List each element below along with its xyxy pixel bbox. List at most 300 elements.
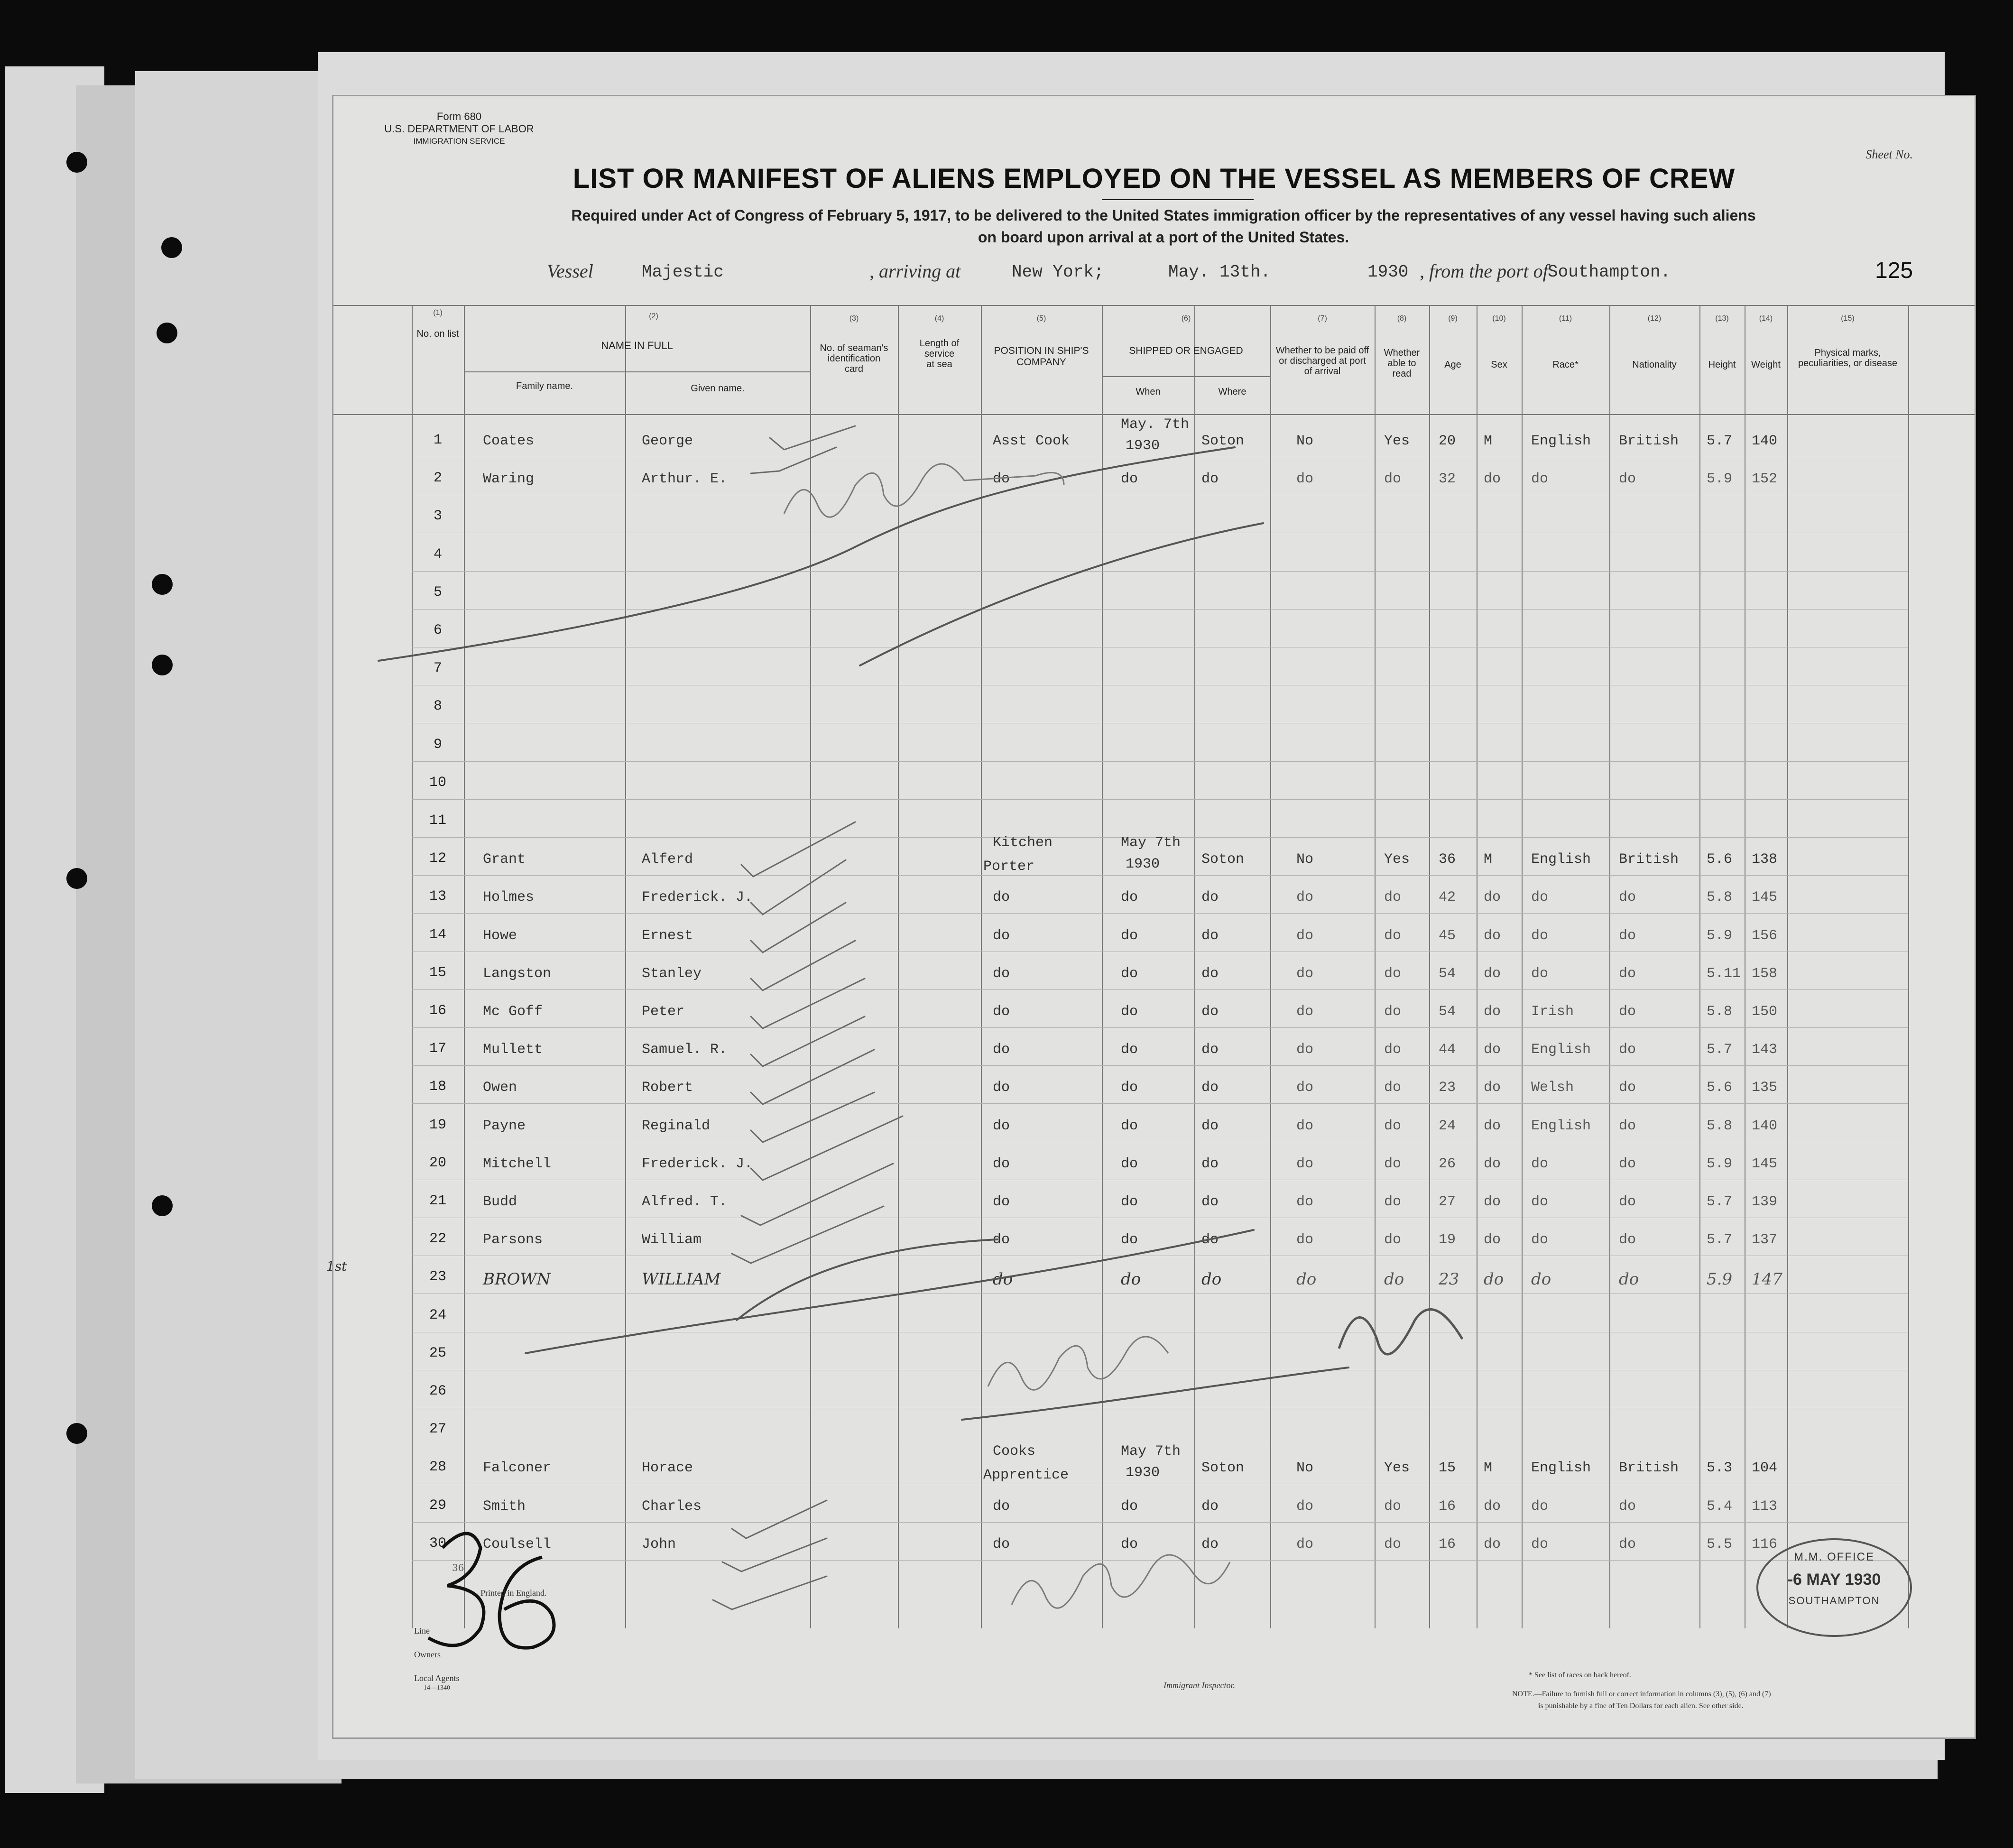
row-number: 3 (433, 508, 442, 525)
weight: 116 (1752, 1536, 1778, 1552)
nationality: do (1619, 927, 1636, 944)
paid-off: do (1296, 1080, 1314, 1096)
arrival-year: 1930 (1367, 262, 1409, 282)
able-to-read: do (1384, 1498, 1402, 1515)
age: 42 (1439, 889, 1456, 906)
punch-hole (152, 655, 173, 675)
given-name: William (642, 1232, 702, 1248)
family-name: Holmes (483, 889, 535, 906)
inspector-signature (988, 1337, 1168, 1390)
shipped-when: do (1121, 1232, 1138, 1248)
header-height: Height (1708, 360, 1736, 370)
row-number: 10 (429, 774, 446, 791)
row-number: 2 (433, 470, 442, 487)
height: 5.8 (1707, 1004, 1733, 1020)
paid-off: do (1296, 1270, 1317, 1289)
race: do (1531, 471, 1549, 488)
age: 19 (1439, 1232, 1456, 1248)
able-to-read: do (1384, 1042, 1402, 1058)
race: English (1531, 1460, 1591, 1477)
punch-hole (66, 152, 87, 173)
punch-hole (157, 323, 177, 343)
shipped-where: do (1201, 889, 1219, 906)
sex: do (1484, 965, 1501, 982)
cancel-stroke (737, 1239, 997, 1320)
header-age: Age (1444, 360, 1461, 370)
weight: 147 (1752, 1270, 1782, 1289)
nationality: do (1619, 1042, 1636, 1058)
subtitle-line-1: Required under Act of Congress of February 5, 1917, to be delivered to the United States immigration officer by the representatives of any vessel having such aliens (571, 207, 1756, 224)
age: 24 (1439, 1118, 1456, 1134)
nationality: do (1619, 1232, 1636, 1248)
position: do (993, 1118, 1010, 1134)
nationality: do (1619, 1080, 1636, 1096)
punch-hole (152, 1195, 173, 1216)
footer-inspector: Immigrant Inspector. (1163, 1681, 1235, 1690)
race: do (1531, 1536, 1549, 1552)
race: do (1531, 1270, 1551, 1289)
sex: do (1484, 1080, 1501, 1096)
family-name: Coulsell (483, 1536, 552, 1552)
punch-hole (66, 1423, 87, 1444)
position-line-2: Porter (983, 859, 1035, 875)
cancel-stroke (860, 523, 1263, 665)
row-number: 11 (429, 813, 446, 829)
nationality: do (1619, 965, 1636, 982)
row-number: 8 (433, 698, 442, 715)
row-number: 12 (429, 850, 446, 867)
family-name: Grant (483, 851, 526, 868)
weight: 145 (1752, 1155, 1778, 1172)
shipped-where: Soton (1201, 851, 1245, 868)
check-mark (751, 860, 846, 915)
paid-off: do (1296, 1004, 1314, 1020)
header-able-to-read: Whether able to read (1384, 348, 1420, 379)
shipped-when-year: 1930 (1126, 438, 1160, 454)
check-mark (751, 979, 865, 1028)
header-when: When (1136, 387, 1161, 397)
given-name: Alfred. T. (642, 1194, 728, 1210)
row-number: 4 (433, 546, 442, 563)
nationality: British (1619, 1460, 1679, 1477)
check-mark (722, 1538, 827, 1571)
row-number: 14 (429, 926, 446, 943)
nationality: British (1619, 851, 1679, 868)
footer-printed: Printed in England. (480, 1588, 547, 1598)
shipped-when: do (1121, 965, 1138, 982)
given-name: Peter (642, 1004, 685, 1020)
check-mark (751, 903, 846, 952)
shipped-where: do (1201, 1042, 1219, 1058)
shipped-when: do (1121, 1536, 1138, 1552)
sex: do (1484, 1498, 1501, 1515)
header-sex: Sex (1491, 360, 1507, 370)
sex: do (1484, 1270, 1504, 1289)
race: Welsh (1531, 1080, 1574, 1096)
age: 45 (1439, 927, 1456, 944)
header-physical-marks: Physical marks, peculiarities, or disease (1798, 348, 1897, 369)
footer-agents-code: 14—1340 (424, 1684, 450, 1691)
shipped-where: do (1201, 1536, 1219, 1552)
margin-note-first: 1st (326, 1258, 347, 1274)
position: do (993, 1004, 1010, 1020)
given-name: Frederick. J. (642, 1155, 753, 1172)
able-to-read: do (1384, 1118, 1402, 1134)
shipped-when: May 7th (1121, 835, 1181, 851)
given-name: WILLIAM (642, 1270, 721, 1289)
row-number: 25 (429, 1345, 446, 1361)
header-family-name: Family name. (516, 381, 573, 391)
nationality: do (1619, 471, 1636, 488)
header-no-on-list: No. on list (416, 329, 459, 339)
position: do (993, 965, 1010, 982)
form-department: U.S. DEPARTMENT OF LABOR (384, 123, 534, 135)
able-to-read: do (1384, 1536, 1402, 1552)
paid-off: do (1296, 1042, 1314, 1058)
shipped-when: do (1121, 1194, 1138, 1210)
row-number: 22 (429, 1231, 446, 1247)
row-number: 21 (429, 1193, 446, 1209)
shipped-where: do (1201, 965, 1219, 982)
nationality: do (1619, 1155, 1636, 1172)
height: 5.7 (1707, 1194, 1733, 1210)
position: do (993, 1270, 1013, 1289)
shipped-where: do (1201, 1498, 1219, 1515)
col-number: (6) (1181, 314, 1191, 323)
nationality: do (1619, 1118, 1636, 1134)
family-name: Payne (483, 1118, 526, 1134)
col-number: (4) (934, 314, 944, 323)
shipped-when: do (1121, 1270, 1141, 1289)
shipped-where: do (1201, 927, 1219, 944)
given-name: Arthur. E. (642, 471, 728, 488)
paid-off: do (1296, 1536, 1314, 1552)
able-to-read: do (1384, 1232, 1402, 1248)
sex: do (1484, 1155, 1501, 1172)
nationality: British (1619, 433, 1679, 449)
race: English (1531, 1042, 1591, 1058)
col-number: (14) (1759, 314, 1773, 323)
punch-hole (161, 237, 182, 258)
height: 5.8 (1707, 889, 1733, 906)
shipped-when: do (1121, 1498, 1138, 1515)
footer-note-1: NOTE.—Failure to furnish full or correct information in columns (3), (5), (6) and (7) (1512, 1690, 1771, 1698)
row-number: 5 (433, 584, 442, 601)
shipped-when: May 7th (1121, 1443, 1181, 1460)
able-to-read: do (1384, 471, 1402, 488)
sex: do (1484, 1118, 1501, 1134)
family-name: Smith (483, 1498, 526, 1515)
given-name: Samuel. R. (642, 1042, 728, 1058)
given-name: Robert (642, 1080, 693, 1096)
inspector-signature (1012, 1555, 1230, 1608)
sex: M (1484, 851, 1493, 868)
nationality: do (1619, 889, 1636, 906)
cancel-stroke (379, 447, 1235, 661)
stamp-bottom: SOUTHAMPTON (1788, 1595, 1880, 1607)
age: 32 (1439, 471, 1456, 488)
arriving-label: , arriving at (869, 260, 961, 282)
paid-off: do (1296, 965, 1314, 982)
header-shipped-engaged: SHIPPED OR ENGAGED (1129, 345, 1243, 356)
sex: do (1484, 1004, 1501, 1020)
race: do (1531, 1155, 1549, 1172)
weight: 145 (1752, 889, 1778, 906)
able-to-read: do (1384, 965, 1402, 982)
weight: 158 (1752, 965, 1778, 982)
height: 5.9 (1707, 1155, 1733, 1172)
weight: 143 (1752, 1042, 1778, 1058)
height: 5.9 (1707, 471, 1733, 488)
check-mark (751, 941, 855, 990)
family-name: Coates (483, 433, 535, 449)
height: 5.7 (1707, 1232, 1733, 1248)
family-name: BROWN (483, 1270, 551, 1289)
header-weight: Weight (1751, 360, 1781, 370)
race: do (1531, 889, 1549, 906)
row-number: 9 (433, 736, 442, 753)
row-number: 23 (429, 1269, 446, 1285)
check-mark (751, 1016, 865, 1066)
family-name: Howe (483, 927, 517, 944)
header-name-in-full: NAME IN FULL (601, 340, 673, 351)
shipped-where: do (1201, 1232, 1219, 1248)
sex: M (1484, 433, 1493, 449)
height: 5.8 (1707, 1118, 1733, 1134)
position-line-2: Apprentice (983, 1467, 1069, 1484)
shipped-when: do (1121, 471, 1138, 488)
footer-note-2: is punishable by a fine of Ten Dollars for each alien. See other side. (1538, 1702, 1744, 1710)
nationality: do (1619, 1194, 1636, 1210)
header-nationality: Nationality (1632, 360, 1677, 370)
row-number: 15 (429, 964, 446, 981)
row-number: 27 (429, 1421, 446, 1438)
sex: do (1484, 1536, 1501, 1552)
check-mark (741, 822, 855, 877)
vessel-name: Majestic (642, 262, 724, 282)
punch-hole (66, 868, 87, 889)
weight: 137 (1752, 1232, 1778, 1248)
header-position: POSITION IN SHIP'S COMPANY (994, 345, 1089, 368)
col-number: (5) (1036, 314, 1046, 323)
weight: 140 (1752, 1118, 1778, 1134)
from-port-label: , from the port of (1420, 260, 1548, 282)
stamp-date: -6 MAY 1930 (1787, 1571, 1881, 1589)
able-to-read: Yes (1384, 433, 1410, 449)
form-number: Form 680 (436, 111, 482, 122)
check-mark (751, 1116, 903, 1180)
manifest-sheet (326, 95, 1976, 1739)
row-number: 19 (429, 1117, 446, 1133)
weight: 138 (1752, 851, 1778, 868)
header-given-name: Given name. (691, 383, 745, 394)
paid-off: do (1296, 889, 1314, 906)
weight: 140 (1752, 433, 1778, 449)
header-id-card: No. of seaman's identification card (820, 343, 888, 374)
footer-owners: Owners (414, 1650, 441, 1659)
position: do (993, 1232, 1010, 1248)
paid-off: do (1296, 927, 1314, 944)
able-to-read: Yes (1384, 1460, 1410, 1477)
shipped-where: do (1201, 1194, 1219, 1210)
race: English (1531, 1118, 1591, 1134)
race: do (1531, 1232, 1549, 1248)
race: Irish (1531, 1004, 1574, 1020)
shipped-where: Soton (1201, 1460, 1245, 1477)
row-number: 18 (429, 1079, 446, 1095)
paid-off: No (1296, 851, 1314, 868)
col-number: (10) (1492, 314, 1506, 323)
given-name: Ernest (642, 927, 693, 944)
row-number: 30 (429, 1535, 446, 1552)
shipped-when: do (1121, 1155, 1138, 1172)
header-where: Where (1218, 387, 1247, 397)
weight: 156 (1752, 927, 1778, 944)
given-name: Charles (642, 1498, 702, 1515)
shipped-when: do (1121, 889, 1138, 906)
weight: 152 (1752, 471, 1778, 488)
check-mark (741, 1164, 893, 1225)
age: 44 (1439, 1042, 1456, 1058)
position: Kitchen (993, 835, 1053, 851)
shipped-where: do (1201, 1270, 1222, 1289)
shipped-where: do (1201, 471, 1219, 488)
nationality: do (1619, 1498, 1636, 1515)
sheet-number-label: Sheet No. (1865, 148, 1913, 161)
position: Asst Cook (993, 433, 1070, 449)
height: 5.7 (1707, 1042, 1733, 1058)
age: 54 (1439, 1004, 1456, 1020)
shipped-when: do (1121, 927, 1138, 944)
position: do (993, 889, 1010, 906)
col-number: (15) (1841, 314, 1855, 323)
sex: M (1484, 1460, 1493, 1477)
shipped-when: May. 7th (1121, 416, 1190, 433)
paid-off: do (1296, 1498, 1314, 1515)
paid-off: do (1296, 471, 1314, 488)
weight: 150 (1752, 1004, 1778, 1020)
sex: do (1484, 927, 1501, 944)
height: 5.9 (1707, 927, 1733, 944)
position: do (993, 927, 1010, 944)
given-name: Horace (642, 1460, 693, 1477)
age: 26 (1439, 1155, 1456, 1172)
age: 16 (1439, 1498, 1456, 1515)
form-service: IMMIGRATION SERVICE (413, 137, 505, 146)
cancel-stroke (526, 1230, 1254, 1353)
sex: do (1484, 1042, 1501, 1058)
family-name: Langston (483, 965, 552, 982)
given-name: George (642, 433, 693, 449)
shipped-when: do (1121, 1042, 1138, 1058)
able-to-read: do (1384, 1194, 1402, 1210)
col-number: (8) (1397, 314, 1407, 323)
family-name: Waring (483, 471, 535, 488)
paid-off: do (1296, 1194, 1314, 1210)
race: do (1531, 1194, 1549, 1210)
shipped-where: do (1201, 1155, 1219, 1172)
given-name: Frederick. J. (642, 889, 753, 906)
height: 5.11 (1707, 965, 1741, 982)
family-name: Owen (483, 1080, 517, 1096)
margin-note-number: 36 (452, 1562, 464, 1573)
weight: 139 (1752, 1194, 1778, 1210)
able-to-read: do (1384, 1080, 1402, 1096)
family-name: Mc Goff (483, 1004, 543, 1020)
col-number: (13) (1715, 314, 1729, 323)
shipped-when-year: 1930 (1126, 856, 1160, 873)
shipped-when: do (1121, 1080, 1138, 1096)
shipped-where: do (1201, 1118, 1219, 1134)
weight: 104 (1752, 1460, 1778, 1477)
col-number: (7) (1318, 314, 1327, 323)
check-mark (713, 1576, 827, 1609)
age: 23 (1439, 1080, 1456, 1096)
pen-strokes (333, 96, 1975, 1737)
age: 20 (1439, 433, 1456, 449)
page-title: LIST OR MANIFEST OF ALIENS EMPLOYED ON THE VESSEL AS MEMBERS OF CREW (573, 163, 1736, 194)
sex: do (1484, 889, 1501, 906)
age: 54 (1439, 965, 1456, 982)
initials-scrawl (1339, 1310, 1462, 1355)
given-name: Alferd (642, 851, 693, 868)
family-name: Falconer (483, 1460, 552, 1477)
inspector-signature (784, 464, 1064, 517)
height: 5.4 (1707, 1498, 1733, 1515)
row-number: 29 (429, 1497, 446, 1514)
row-number: 6 (433, 622, 442, 638)
height: 5.7 (1707, 433, 1733, 449)
position: do (993, 1042, 1010, 1058)
paid-off: No (1296, 1460, 1314, 1477)
shipped-when-year: 1930 (1126, 1465, 1160, 1481)
sex: do (1484, 1194, 1501, 1210)
weight: 135 (1752, 1080, 1778, 1096)
nationality: do (1619, 1270, 1639, 1289)
row-number: 16 (429, 1003, 446, 1019)
office-stamp (1756, 1538, 1912, 1637)
able-to-read: do (1384, 927, 1402, 944)
race: do (1531, 965, 1549, 982)
age: 27 (1439, 1194, 1456, 1210)
able-to-read: do (1384, 1155, 1402, 1172)
row-number: 1 (433, 432, 442, 448)
row-number: 28 (429, 1459, 446, 1476)
footer-line: Line (414, 1626, 430, 1635)
family-name: Mitchell (483, 1155, 552, 1172)
subtitle-line-2: on board upon arrival at a port of the United States. (978, 229, 1349, 246)
age: 16 (1439, 1536, 1456, 1552)
arrival-port: New York; (1012, 262, 1104, 282)
paid-off: do (1296, 1155, 1314, 1172)
position: do (993, 1498, 1010, 1515)
height: 5.3 (1707, 1460, 1733, 1477)
given-name: Reginald (642, 1118, 711, 1134)
tally-scrawl (428, 1534, 484, 1645)
given-name: John (642, 1536, 676, 1552)
vessel-label: Vessel (547, 260, 593, 282)
check-mark (751, 1092, 874, 1142)
race: do (1531, 1498, 1549, 1515)
sex: do (1484, 471, 1501, 488)
check-mark (751, 447, 836, 473)
position: do (993, 1155, 1010, 1172)
check-mark (751, 1050, 874, 1104)
shipped-where: do (1201, 1004, 1219, 1020)
check-mark (732, 1500, 827, 1538)
position: do (993, 1194, 1010, 1210)
col-number: (1) (433, 309, 443, 317)
